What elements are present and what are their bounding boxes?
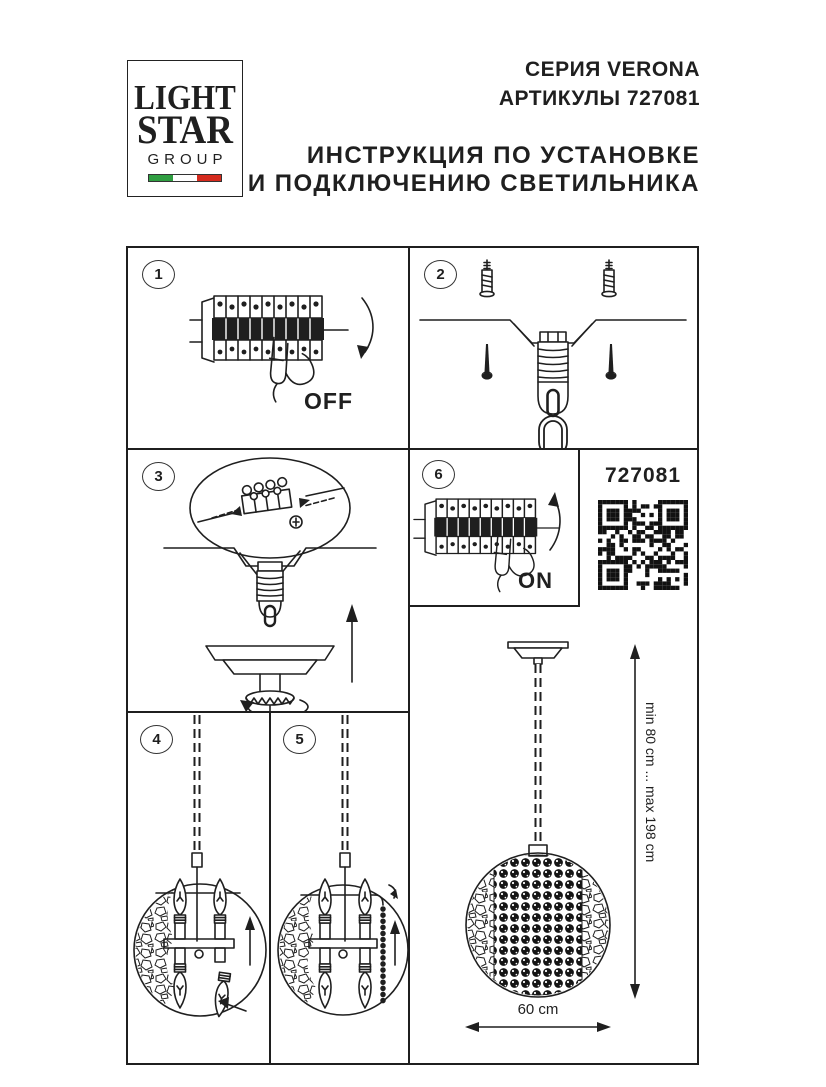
step3-number: 3 <box>154 468 163 485</box>
candle-bulb-icon <box>319 879 331 923</box>
screw-icon <box>482 344 492 380</box>
arrow-up-icon <box>390 920 400 965</box>
canopy-cup <box>206 646 334 711</box>
wall-anchor-icon <box>480 260 494 297</box>
article-code: 727081 <box>604 464 682 487</box>
threaded-hook <box>538 332 568 416</box>
step6-number: 6 <box>434 466 443 483</box>
step2-panel <box>410 248 697 450</box>
candle-bulb-loose-icon <box>213 972 231 1017</box>
hook-arrow-icon <box>389 885 398 899</box>
result-panel <box>410 450 697 1063</box>
chain-link <box>539 416 567 448</box>
wiring-canopy-illustration <box>128 450 410 711</box>
step3-panel <box>128 450 410 713</box>
instruction-title-line2: И ПОДКЛЮЧЕНИЮ СВЕТИЛЬНИКА <box>247 170 700 197</box>
articles-line: АРТИКУЛЫ 727081 <box>498 87 700 110</box>
height-range-label: min 80 cm ... max 198 cm <box>643 702 659 863</box>
terminal-block-icon <box>240 477 292 514</box>
step1-number: 1 <box>154 266 163 283</box>
arrow-up-icon <box>245 916 255 965</box>
arrow-up-icon <box>346 604 358 682</box>
step1-panel <box>128 248 410 450</box>
document-header <box>248 55 700 198</box>
screw-icon <box>606 344 616 380</box>
step4-number: 4 <box>152 731 161 748</box>
threaded-hook-small <box>257 562 283 626</box>
bracket-mounting-illustration <box>410 248 697 448</box>
italian-flag-bar <box>148 174 222 182</box>
off-label: OFF <box>304 388 353 414</box>
candle-bulb-icon <box>174 964 186 1008</box>
height-dimension <box>630 644 640 999</box>
step5-panel <box>271 713 410 1063</box>
flag-green-segment <box>149 175 173 181</box>
series-line: СЕРИЯ VERONA <box>524 58 700 81</box>
breaker-off-illustration <box>128 248 410 448</box>
flag-red-segment <box>197 175 221 181</box>
step5-number: 5 <box>295 731 304 748</box>
flag-white-segment <box>173 175 197 181</box>
logo-word-group: GROUP <box>147 151 228 168</box>
step4-panel <box>128 713 271 1063</box>
breaker-panel-icon <box>190 296 348 362</box>
diameter-label: 60 cm <box>517 1001 559 1018</box>
ceiling-canopy <box>508 642 568 664</box>
logo-word-star: STAR <box>137 108 233 153</box>
wall-anchor-icon <box>602 260 616 297</box>
diameter-dimension <box>465 1022 611 1032</box>
lightstar-logo <box>127 60 243 197</box>
step2-number: 2 <box>436 266 445 283</box>
on-label: ON <box>518 568 553 593</box>
bulb-install-illustration <box>128 713 269 1063</box>
mosaic-texture <box>275 883 317 1019</box>
arrow-down-icon <box>357 298 373 359</box>
instruction-grid <box>126 246 699 1065</box>
candle-bulb-icon <box>359 879 371 923</box>
crystal-bead-strand <box>375 895 383 1005</box>
crystal-strand-band <box>494 855 582 995</box>
instruction-title-line1: ИНСТРУКЦИЯ ПО УСТАНОВКЕ <box>306 142 700 169</box>
logo-word-light: LIGHT <box>134 78 236 118</box>
candle-bulb-icon <box>359 964 371 1008</box>
sphere-collar <box>529 845 547 856</box>
candle-bulb-icon <box>319 964 331 1008</box>
strand-install-illustration <box>271 713 408 1063</box>
